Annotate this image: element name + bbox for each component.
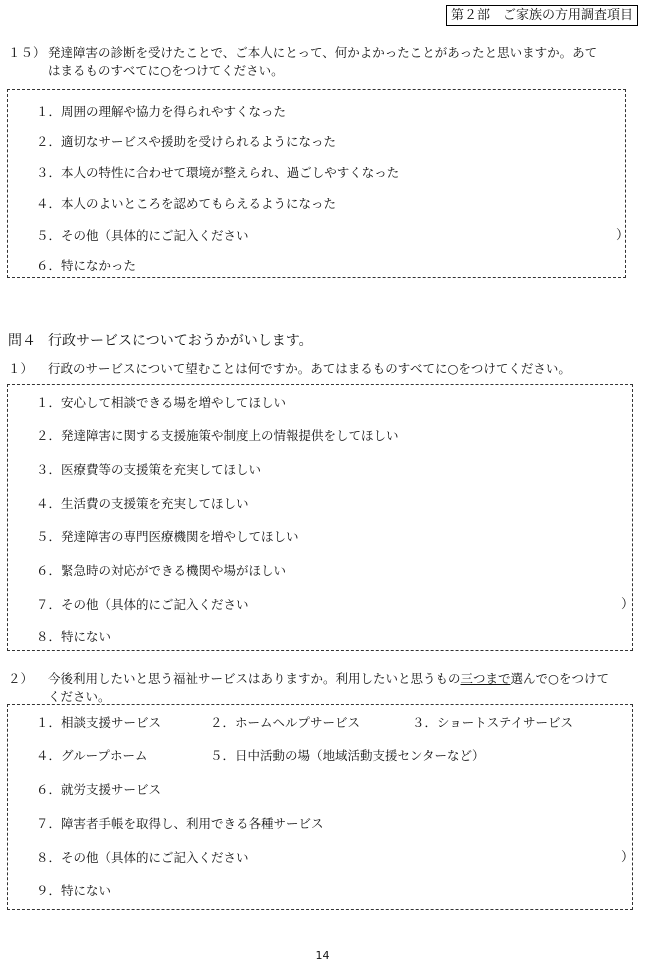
question-2-limit-underlined: 三つまで bbox=[460, 671, 511, 686]
q15-option-3[interactable]: ３．本人の特性に合わせて環境が整えられ、過ごしやすくなった bbox=[36, 165, 400, 180]
q15-option-2[interactable]: ２．適切なサービスや援助を受けられるようになった bbox=[36, 134, 337, 149]
q1-option-4[interactable]: ４．生活費の支援策を充実してほしい bbox=[36, 496, 249, 511]
q2-option-9[interactable]: ９．特にない bbox=[36, 883, 112, 898]
q15-option-1[interactable]: １．周囲の理解や協力を得られやすくなった bbox=[36, 104, 287, 119]
q2-option-3[interactable]: ３．ショートステイサービス bbox=[412, 715, 574, 730]
question-1-text: 行政のサービスについて望むことは何ですか。あてはまるものすべてに○をつけてください。 bbox=[48, 361, 571, 376]
q15-option-4[interactable]: ４．本人のよいところを認めてもらえるようになった bbox=[36, 196, 337, 211]
section-4-number: 問４ bbox=[8, 333, 36, 349]
question-2-text-part1: 今後利用したいと思う福祉サービスはありますか。利用したいと思うもの bbox=[48, 671, 461, 686]
q1-option-8[interactable]: ８．特にない bbox=[36, 629, 112, 644]
q1-option-3[interactable]: ３．医療費等の支援策を充実してほしい bbox=[36, 462, 262, 477]
q2-option-1[interactable]: １．相談支援サービス bbox=[36, 715, 162, 730]
q1-option-7[interactable]: ７．その他（具体的にご記入ください bbox=[36, 597, 249, 612]
q1-option-2[interactable]: ２．発達障害に関する支援施策や制度上の情報提供をしてほしい bbox=[36, 428, 399, 443]
question-15-text-line2: はまるものすべてに○をつけてください。 bbox=[48, 63, 284, 78]
question-1-number: １） bbox=[8, 361, 34, 376]
answer-box-q15 bbox=[7, 89, 630, 278]
question-2 bbox=[8, 670, 638, 706]
question-15-line1 bbox=[8, 44, 638, 62]
answer-box-q2 bbox=[7, 704, 633, 910]
q2-option-5[interactable]: ５．日中活動の場（地域活動支援センターなど） bbox=[210, 748, 485, 763]
q1-option-1[interactable]: １．安心して相談できる場を増やしてほしい bbox=[36, 395, 287, 410]
question-2-text-part2: 選んで○をつけて bbox=[510, 671, 609, 686]
question-15-number: １５） bbox=[8, 45, 46, 60]
answer-box-q1 bbox=[7, 384, 633, 651]
question-15-text: 発達障害の診断を受けたことで、ご本人にとって、何かよかったことがあったと思いますか。あて bbox=[48, 45, 598, 60]
section-4-text: 行政サービスについておうかがいします。 bbox=[48, 333, 313, 349]
q2-option-7[interactable]: ７．障害者手帳を取得し、利用できる各種サービス bbox=[36, 816, 324, 831]
q15-option-6[interactable]: ６．特になかった bbox=[36, 258, 137, 273]
question-2-number: ２） bbox=[8, 671, 34, 686]
question-1-line1 bbox=[8, 360, 638, 378]
question-1 bbox=[8, 360, 638, 378]
q2-option-4[interactable]: ４．グループホーム bbox=[36, 748, 148, 763]
q2-option-8[interactable]: ８．その他（具体的にご記入ください bbox=[36, 850, 249, 865]
q15-option-5[interactable]: ５．その他（具体的にご記入ください bbox=[36, 228, 249, 243]
q1-option-6[interactable]: ６．緊急時の対応ができる機関や場がほしい bbox=[36, 563, 287, 578]
question-2-line1 bbox=[8, 670, 638, 688]
question-15 bbox=[8, 44, 638, 80]
question-2-text-line2: ください。 bbox=[48, 689, 111, 704]
q2-option-2[interactable]: ２．ホームヘルプサービス bbox=[210, 715, 361, 730]
section-4-title bbox=[8, 332, 313, 350]
page-number: 14 bbox=[315, 949, 330, 962]
q2-close-paren: ） bbox=[621, 850, 635, 865]
q15-close-paren: ） bbox=[616, 228, 630, 243]
q1-option-5[interactable]: ５．発達障害の専門医療機関を増やしてほしい bbox=[36, 529, 299, 544]
q1-close-paren: ） bbox=[621, 597, 635, 612]
section-header-label: 第２部 ご家族の方用調査項目 bbox=[446, 5, 638, 26]
q2-option-6[interactable]: ６．就労支援サービス bbox=[36, 782, 162, 797]
